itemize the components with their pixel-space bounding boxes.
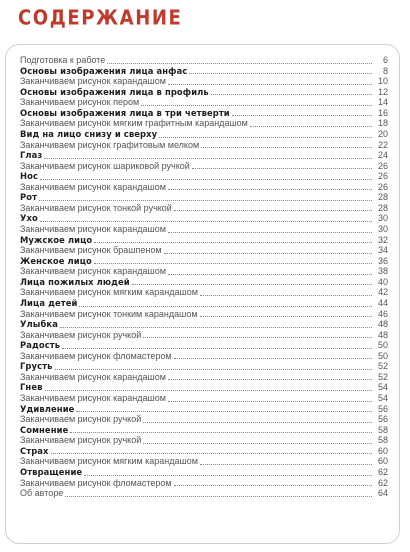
toc-entry-title: Улыбка [20,319,58,330]
toc-entry-row [20,245,388,256]
toc-entry-title: Заканчиваем рисунок карандашом [20,181,166,192]
toc-entry-row [20,372,388,383]
dot-leader [168,274,372,275]
toc-page-number: 38 [377,266,388,277]
toc-page-number: 34 [377,245,388,256]
toc-page-number: 62 [377,466,388,477]
toc-page-number: 54 [377,393,388,403]
toc-chapter-row [20,150,388,161]
toc-page-number: 26 [377,160,388,171]
dot-leader [45,390,372,391]
toc-entry-row [20,266,388,277]
toc-entry-title: Заканчиваем рисунок карандашом [20,224,166,234]
toc-entry-row [20,478,388,489]
toc-page-number: 14 [377,97,388,108]
toc-page-number: 26 [377,181,388,192]
toc-entry-title: Заканчиваем рисунок брашпеном [20,245,162,256]
toc-entry-title: Женское лицо [20,255,92,267]
dot-leader [40,179,372,180]
toc-entry-row [20,203,388,214]
dot-leader [168,84,372,85]
toc-entry-title: Ухо [20,213,38,224]
toc-entry-row [20,435,388,446]
dot-leader [94,242,372,243]
toc-entry-title: Заканчиваем рисунок ручкой [20,435,142,446]
toc-chapter-row [20,235,388,246]
toc-entry-title: Страх [20,445,49,457]
toc-entry-title: Отвращение [20,466,83,478]
dot-leader [168,189,372,190]
toc-entry-title: Об авторе [20,488,64,499]
toc-chapter-row [20,108,388,119]
toc-chapter-row [20,129,388,140]
toc-entry-row [20,456,388,467]
toc-page-number: 22 [377,139,388,150]
toc-page-number: 58 [377,435,388,446]
toc-entry-title: Заканчиваем рисунок карандашом [20,371,166,382]
dot-leader [189,73,372,74]
toc-entry-title: Заканчиваем рисунок тонкой ручкой [20,202,172,213]
toc-entry-row [20,330,388,341]
toc-page-number: 30 [377,224,388,234]
toc-entry-title: Лица детей [20,297,78,309]
dot-leader [174,358,372,359]
toc-page-number: 36 [377,255,388,266]
toc-entry-row [20,224,388,235]
toc-entry-title: Рот [20,192,38,203]
toc-entry-title: Грусть [20,361,53,372]
toc-chapter-row [20,213,388,224]
toc-entry-title: Заканчиваем рисунок шариковой ручкой [20,160,190,171]
dot-leader [201,147,372,148]
toc-page-number: 62 [377,477,388,488]
toc-page-number: 58 [377,424,388,435]
toc-page-number: 26 [377,171,388,182]
toc-chapter-row [20,87,388,98]
dot-leader [200,295,372,296]
toc-page-number: 56 [377,414,388,425]
dot-leader [84,475,372,476]
toc-chapter-row [20,66,388,77]
toc-entry-title: Заканчиваем рисунок мягким карандашом [20,456,198,467]
dot-leader [39,200,372,201]
toc-page-number: 60 [377,456,388,467]
toc-page-number: 20 [377,128,388,139]
toc-chapter-row [20,425,388,436]
toc-chapter-row [20,404,388,415]
dot-leader [159,137,372,138]
page-title: СОДЕРЖАНИЕ [18,6,183,31]
dot-leader [70,432,372,433]
toc-page-number: 52 [377,361,388,372]
toc-page-number: 16 [377,107,388,118]
dot-leader [55,369,372,370]
toc-chapter-row [20,467,388,478]
dot-leader [143,337,372,338]
toc-entry-title: Основы изображения лица в три четверти [20,107,230,119]
toc-entry-row [20,414,388,425]
toc-page-number: 6 [382,55,388,65]
toc-entry-title: Заканчиваем рисунок тонким карандашом [20,308,198,319]
toc-page-number: 60 [377,445,388,456]
dot-leader [200,316,372,317]
toc-chapter-row [20,340,388,351]
dot-leader [250,126,372,127]
toc-entry-row [20,55,388,66]
dot-leader [107,63,372,64]
toc-page-number: 46 [377,308,388,319]
toc-chapter-row [20,382,388,393]
toc-page-number: 56 [377,403,388,414]
toc-entry-title: Удивление [20,403,75,414]
toc-chapter-row [20,298,388,309]
toc-chapter-row [20,256,388,267]
toc-entry-title: Заканчиваем рисунок мягким графитным карандашом [20,118,248,129]
toc-page-number: 42 [377,287,388,298]
dot-leader [192,168,372,169]
toc-entry-title: Лица пожилых людей [20,276,130,288]
toc-page-number: 44 [377,297,388,308]
toc-page-number: 28 [377,192,388,203]
toc-entry-row [20,161,388,172]
toc-entry-title: Заканчиваем рисунок ручкой [20,414,142,425]
toc-page-number: 8 [382,65,388,76]
toc-page-number: 54 [377,382,388,393]
toc-page-number: 50 [377,340,388,351]
dot-leader [51,453,372,454]
toc-page-number: 28 [377,202,388,213]
toc-chapter-row [20,319,388,330]
toc-entry-title: Заканчиваем рисунок ручкой [20,329,142,340]
dot-leader [164,253,372,254]
toc-entry-title: Подготовка к работе [20,55,106,65]
toc-page-number: 48 [377,329,388,340]
dot-leader [232,115,372,116]
toc-page-number: 64 [377,488,388,499]
dot-leader [62,348,372,349]
toc-chapter-row [20,361,388,372]
toc-entry-title: Заканчиваем рисунок карандашом [20,393,166,403]
dot-leader [211,94,372,95]
toc-entry-row [20,309,388,320]
toc-entry-title: Сомнение [20,424,69,436]
toc-entry-row [20,393,388,404]
toc-entry-title: Глаз [20,150,43,161]
toc-page-number: 10 [377,76,388,87]
toc-entry-title: Заканчиваем рисунок фломастером [20,350,172,361]
toc-entry-row [20,488,388,499]
toc-page-number: 40 [377,276,388,287]
toc-page-number: 24 [377,150,388,161]
toc-entry-title: Радость [20,340,61,351]
dot-leader [60,327,372,328]
table-of-contents [20,55,388,499]
toc-entry-title: Основы изображения лица анфас [20,65,188,76]
toc-page-number: 12 [377,86,388,97]
toc-chapter-row [20,277,388,288]
toc-page-number: 52 [377,371,388,382]
toc-entry-title: Нос [20,171,39,182]
dot-leader [79,306,372,307]
dot-leader [132,284,372,285]
toc-entry-title: Заканчиваем рисунок карандашом [20,76,166,87]
toc-entry-title: Мужское лицо [20,234,93,245]
toc-entry-row [20,351,388,362]
dot-leader [94,263,372,264]
dot-leader [65,496,372,497]
dot-leader [174,485,372,486]
toc-entry-row [20,182,388,193]
toc-entry-row [20,118,388,129]
toc-entry-title: Вид на лицо снизу и сверху [20,128,158,140]
toc-entry-title: Гнев [20,382,43,393]
dot-leader [168,379,372,380]
toc-chapter-row [20,192,388,203]
toc-entry-title: Заканчиваем рисунок мягким карандашом [20,287,198,298]
toc-page-number: 32 [377,234,388,245]
toc-entry-title: Основы изображения лица в профиль [20,86,209,98]
dot-leader [44,158,372,159]
dot-leader [168,401,372,402]
dot-leader [143,443,372,444]
toc-page-number: 50 [377,350,388,361]
dot-leader [200,464,372,465]
toc-entry-title: Заканчиваем рисунок фломастером [20,477,172,488]
dot-leader [141,105,372,106]
dot-leader [143,422,372,423]
dot-leader [168,232,372,233]
toc-chapter-row [20,446,388,457]
toc-entry-title: Заканчиваем рисунок пером [20,97,140,108]
toc-page-number: 30 [377,213,388,224]
toc-page-number: 48 [377,319,388,330]
dot-leader [76,411,372,412]
toc-entry-row [20,140,388,151]
dot-leader [174,210,372,211]
toc-page-number: 18 [377,118,388,129]
toc-entry-title: Заканчиваем рисунок графитовым мелком [20,139,200,150]
toc-entry-row [20,287,388,298]
toc-chapter-row [20,171,388,182]
toc-entry-title: Заканчиваем рисунок карандашом [20,266,166,277]
toc-entry-row [20,97,388,108]
toc-entry-row [20,76,388,87]
dot-leader [40,221,372,222]
